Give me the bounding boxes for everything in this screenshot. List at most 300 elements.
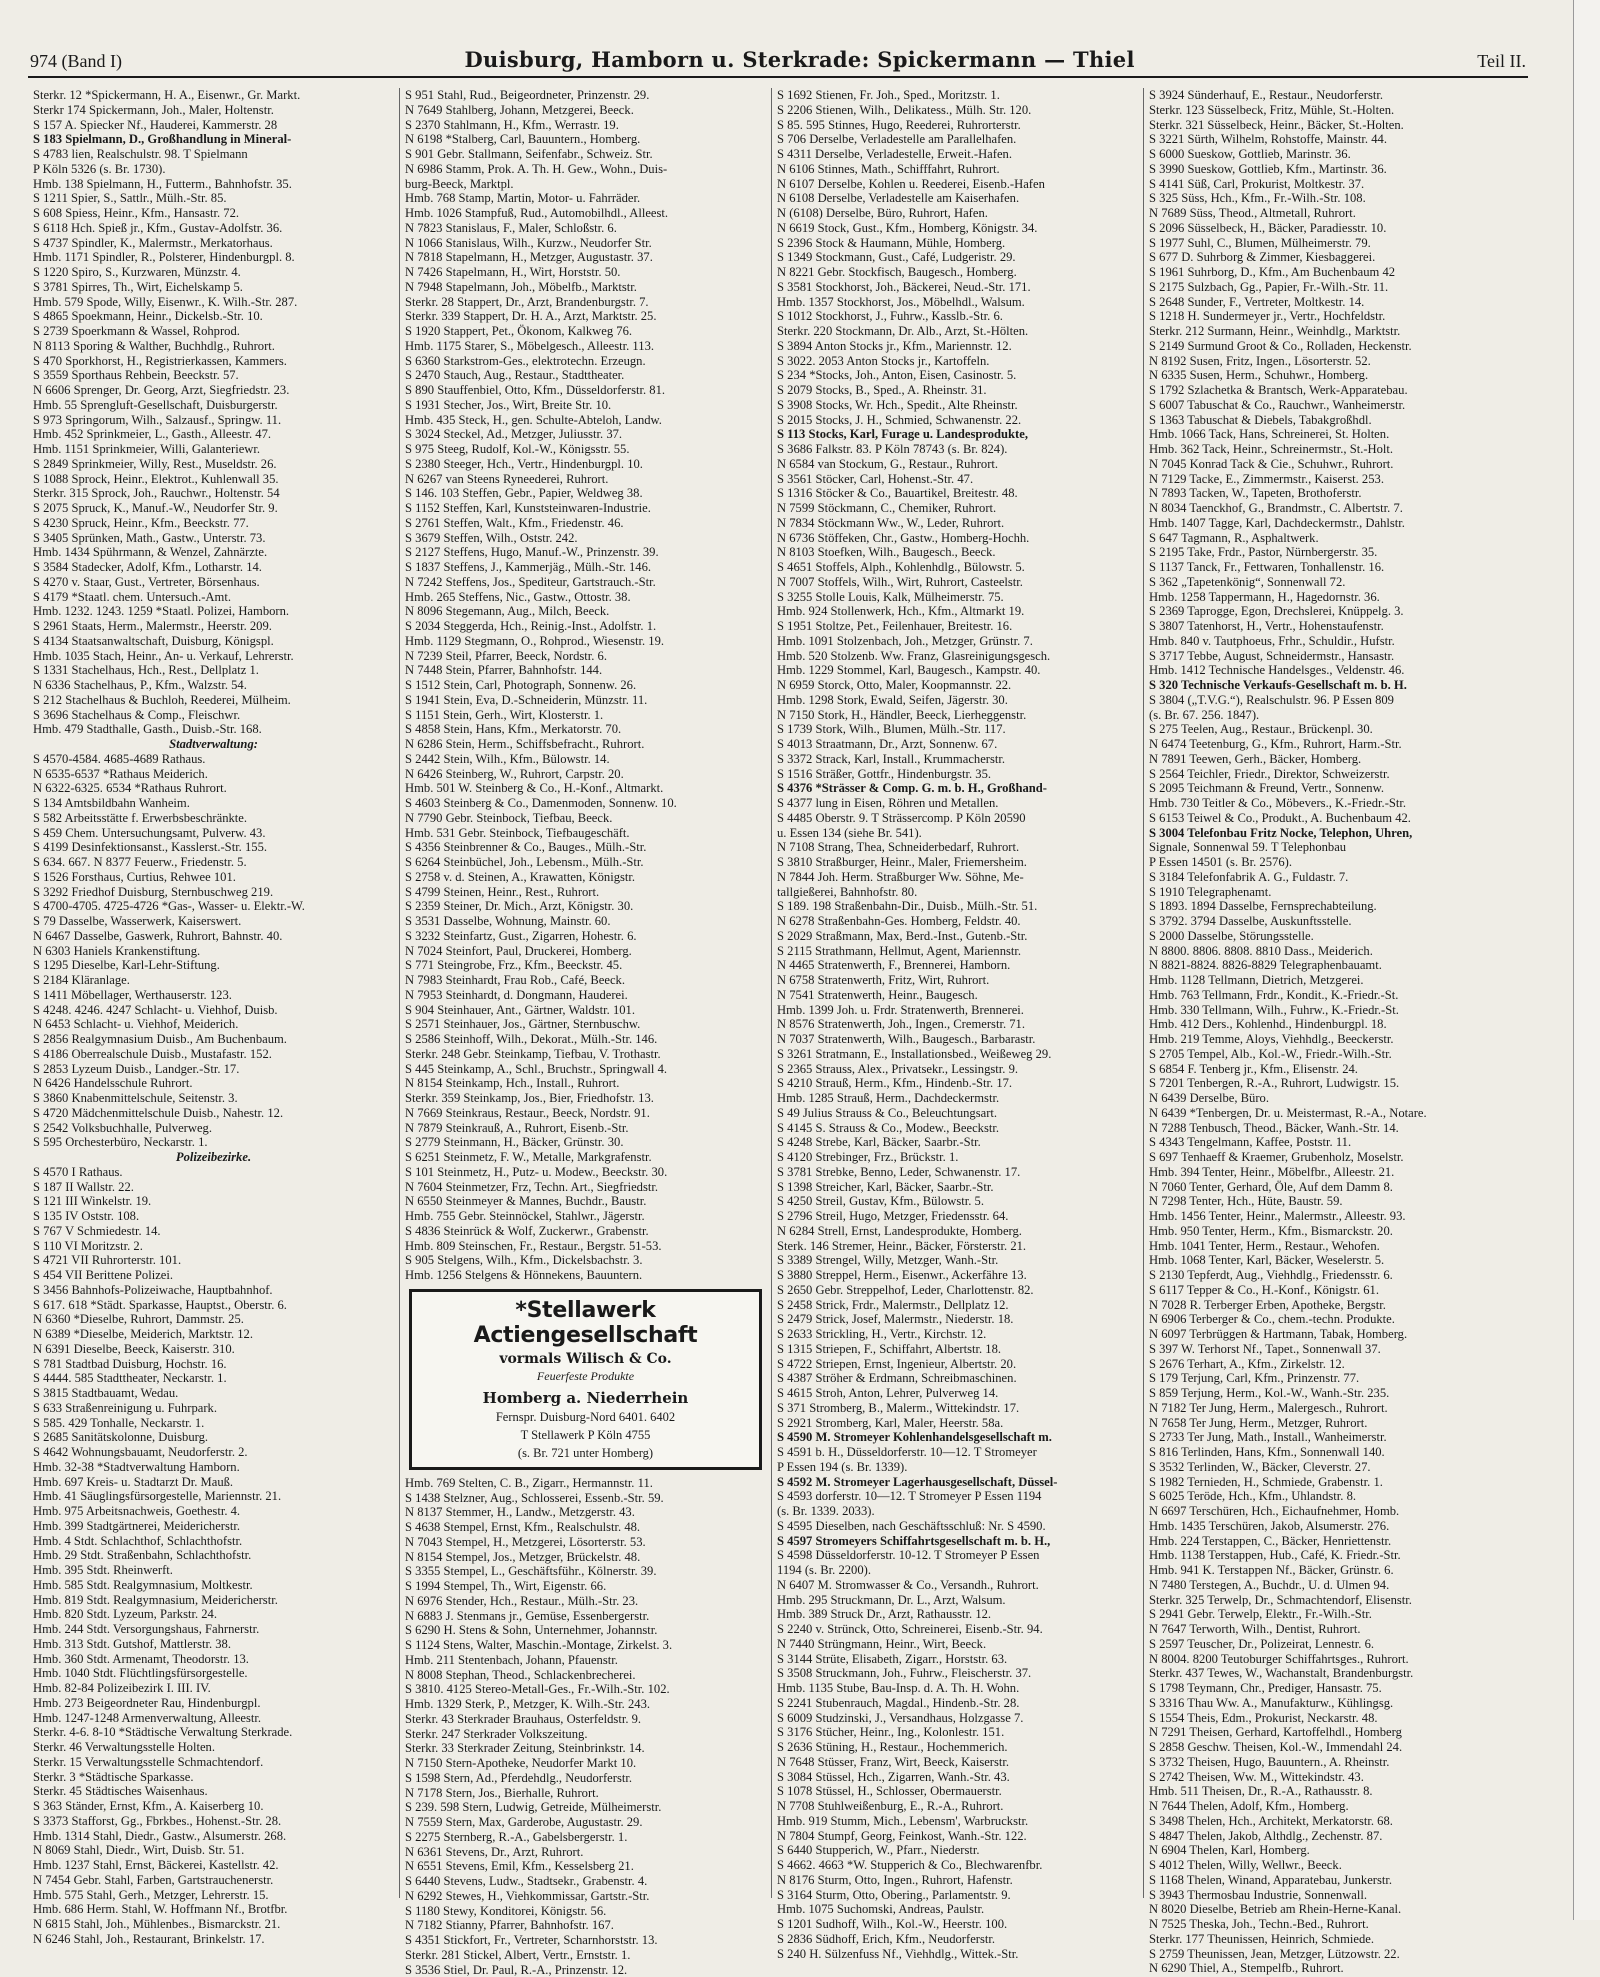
directory-entry: S 371 Stromberg, B., Malerm., Wittekindstr. 17. <box>777 1401 1138 1416</box>
directory-entry: S 4858 Stein, Hans, Kfm., Merkatorstr. 70. <box>405 722 766 737</box>
directory-entry: Hmb. 840 v. Tautphoeus, Frhr., Schuldir., Hufstr. <box>1149 634 1511 649</box>
directory-entry: S 2836 Südhoff, Erich, Kfm., Neudorferstr. <box>777 1932 1138 1947</box>
directory-entry: N 6959 Storck, Otto, Maler, Koopmannstr. 22. <box>777 678 1138 693</box>
directory-entry: S 2369 Taprogge, Egon, Drechslerei, Knüppelg. 3. <box>1149 604 1511 619</box>
directory-entry: Hmb. 479 Stadthalle, Gasth., Duisb.-Str. 168. <box>33 722 394 737</box>
directory-entry: Hmb. 32-38 *Stadtverwaltung Hamborn. <box>33 1460 394 1475</box>
directory-entry: S 2586 Steinhoff, Wilh., Dekorat., Mülh.-Str. 146. <box>405 1032 766 1047</box>
directory-entry: S 4270 v. Staar, Gust., Vertreter, Börsenhaus. <box>33 575 394 590</box>
ad-line: Fernspr. Duisburg-Nord 6401. 6402 <box>420 1410 751 1425</box>
directory-entry: Sterkr. 177 Theunissen, Heinrich, Schmiede. <box>1149 1932 1511 1947</box>
directory-entry: Hmb. 1068 Tenter, Karl, Bäcker, Weselerstr. 5. <box>1149 1253 1511 1268</box>
directory-entry: S 2442 Stein, Wilh., Kfm., Bülowstr. 14. <box>405 752 766 767</box>
directory-entry: S 4721 VII Ruhrorterstr. 101. <box>33 1253 394 1268</box>
directory-entry: S 1598 Stern, Ad., Pferdehdlg., Neudorferstr. <box>405 1771 766 1786</box>
directory-entry: S 4570 I Rathaus. <box>33 1165 394 1180</box>
directory-entry: N 6535-6537 *Rathaus Meiderich. <box>33 767 394 782</box>
directory-entry: S 79 Dasselbe, Wasserwerk, Kaiserswert. <box>33 914 394 929</box>
directory-entry: S 3781 Strebke, Benno, Leder, Schwanenstr. 17. <box>777 1165 1138 1180</box>
directory-entry: N 7647 Terworth, Wilh., Dentist, Ruhrort. <box>1149 1622 1511 1637</box>
directory-entry: N 6426 Steinberg, W., Ruhrort, Carpstr. 20. <box>405 767 766 782</box>
directory-entry: N 7658 Ter Jung, Herm., Metzger, Ruhrort. <box>1149 1416 1511 1431</box>
directory-entry: N 7983 Steinhardt, Frau Rob., Café, Beeck. <box>405 973 766 988</box>
directory-entry: Hmb. 1175 Starer, S., Möbelgesch., Alleestr. 113. <box>405 339 766 354</box>
directory-entry: (s. Br. 1339. 2033). <box>777 1504 1138 1519</box>
directory-entry: N 6904 Thelen, Karl, Homberg. <box>1149 1843 1511 1858</box>
directory-entry: N 6697 Terschüren, Hch., Eichaufnehmer, Homb. <box>1149 1504 1511 1519</box>
directory-entry: N (6108) Derselbe, Büro, Ruhrort, Hafen. <box>777 206 1138 221</box>
directory-entry: N 6284 Strell, Ernst, Landesprodukte, Homberg. <box>777 1224 1138 1239</box>
directory-entry: S 4343 Tengelmann, Kaffee, Poststr. 11. <box>1149 1135 1511 1150</box>
directory-entry: S 1137 Tanck, Fr., Fettwaren, Tonhallenstr. 16. <box>1149 560 1511 575</box>
directory-entry: S 6854 F. Tenberg jr., Kfm., Elisenstr. 24. <box>1149 1062 1511 1077</box>
directory-entry: S 2742 Theisen, Ww. M., Wittekindstr. 43. <box>1149 1770 1511 1785</box>
directory-entry: S 187 II Wallstr. 22. <box>33 1180 394 1195</box>
directory-entry: S 3679 Steffen, Wilh., Oststr. 242. <box>405 531 766 546</box>
directory-entry: N 6335 Susen, Herm., Schuhwr., Homberg. <box>1149 368 1511 383</box>
directory-entry: Hmb. 313 Stdt. Gutshof, Mattlerstr. 38. <box>33 1637 394 1652</box>
directory-entry: N 7648 Stüsser, Franz, Wirt, Beeck, Kaiserstr. <box>777 1755 1138 1770</box>
directory-entry: S 3943 Thermosbau Industrie, Sonnenwall. <box>1149 1888 1511 1903</box>
directory-entry: N 6467 Dasselbe, Gaswerk, Ruhrort, Bahnstr. 40. <box>33 929 394 944</box>
directory-entry: N 7893 Tacken, W., Tapeten, Brothoferstr. <box>1149 486 1511 501</box>
directory-entry: Hmb. 1041 Tenter, Herm., Restaur., Wehofen. <box>1149 1239 1511 1254</box>
directory-entry: S 1349 Stockmann, Gust., Café, Ludgeristr. 29. <box>777 250 1138 265</box>
directory-entry: S 1910 Telegraphenamt. <box>1149 885 1511 900</box>
directory-entry: S 6118 Hch. Spieß jr., Kfm., Gustav-Adolfstr. 36. <box>33 221 394 236</box>
directory-entry: S 3894 Anton Stocks jr., Kfm., Mariennstr. 12. <box>777 339 1138 354</box>
directory-entry: S 1211 Spier, S., Sattlr., Mülh.-Str. 85. <box>33 191 394 206</box>
directory-entry: Signale, Sonnenwal 59. T Telephonbau <box>1149 840 1511 855</box>
directory-entry: N 6815 Stahl, Joh., Mühlenbes., Bismarckstr. 21. <box>33 1917 394 1932</box>
directory-entry: N 6474 Teetenburg, G., Kfm., Ruhrort, Harm.-Str. <box>1149 737 1511 752</box>
directory-entry: S 1994 Stempel, Th., Wirt, Eigenstr. 66. <box>405 1579 766 1594</box>
directory-entry: S 397 W. Terhorst Nf., Tapet., Sonnenwall 37. <box>1149 1342 1511 1357</box>
directory-entry: N 6198 *Stalberg, Carl, Bauuntern., Homberg. <box>405 132 766 147</box>
directory-entry: S 4250 Streil, Gustav, Kfm., Bülowstr. 5. <box>777 1194 1138 1209</box>
directory-entry: Hmb. 1128 Tellmann, Dietrich, Metzgerei. <box>1149 973 1511 988</box>
directory-entry: N 6606 Sprenger, Dr. Georg, Arzt, Siegfriedstr. 23. <box>33 383 394 398</box>
directory-entry: S 320 Technische Verkaufs-Gesellschaft m. b. H. <box>1149 678 1511 693</box>
directory-entry: S 3732 Theisen, Hugo, Bauuntern., A. Rheinstr. <box>1149 1755 1511 1770</box>
directory-entry: S 4570-4584. 4685-4689 Rathaus. <box>33 752 394 767</box>
directory-entry: S 697 Tenhaeff & Kraemer, Grubenholz, Moselstr. <box>1149 1150 1511 1165</box>
directory-entry: S 2759 Theunissen, Jean, Metzger, Lützowstr. 22. <box>1149 1947 1511 1962</box>
directory-entry: S 585. 429 Tonhalle, Neckarstr. 1. <box>33 1416 394 1431</box>
directory-entry: Hmb. 360 Stdt. Armenamt, Theodorstr. 13. <box>33 1652 394 1667</box>
directory-entry: S 2029 Straßmann, Max, Berd.-Inst., Gutenb.-Str. <box>777 929 1138 944</box>
directory-entry: S 1398 Streicher, Karl, Bäcker, Saarbr.-Str. <box>777 1180 1138 1195</box>
directory-entry: S 3292 Friedhof Duisburg, Sternbuschweg 219. <box>33 885 394 900</box>
directory-entry: S 1012 Stockhorst, J., Fuhrw., Kasslb.-Str. 6. <box>777 309 1138 324</box>
directory-entry: S 2195 Take, Frdr., Pastor, Nürnbergerstr. 35. <box>1149 545 1511 560</box>
directory-entry: S 647 Tagmann, R., Asphaltwerk. <box>1149 531 1511 546</box>
directory-entry: S 3164 Sturm, Otto, Obering., Parlamentstr. 9. <box>777 1888 1138 1903</box>
directory-entry: S 3389 Strengel, Willy, Metzger, Wanh.-Str. <box>777 1253 1138 1268</box>
directory-entry: Sterkr. 46 Verwaltungsstelle Holten. <box>33 1740 394 1755</box>
directory-entry: N 8103 Stoefken, Wilh., Baugesch., Beeck. <box>777 545 1138 560</box>
directory-entry: Sterkr. 4-6. 8-10 *Städtische Verwaltung Sterkrade. <box>33 1725 394 1740</box>
directory-entry: S 4013 Straatmann, Dr., Arzt, Sonnenw. 67. <box>777 737 1138 752</box>
directory-entry: S 595 Orchesterbüro, Neckarstr. 1. <box>33 1135 394 1150</box>
directory-entry: S 2733 Ter Jung, Math., Install., Wanheimerstr. <box>1149 1430 1511 1445</box>
directory-entry: N 7454 Gebr. Stahl, Farben, Gartstrauchenerstr. <box>33 1873 394 1888</box>
directory-entry: N 7182 Ter Jung, Herm., Malergesch., Ruhrort. <box>1149 1401 1511 1416</box>
directory-entry: Hmb. 1026 Stampfuß, Rud., Automobilhdl., Alleest. <box>405 206 766 221</box>
directory-entry: S 3581 Stockhorst, Joh., Bäckerei, Neud.-Str. 171. <box>777 280 1138 295</box>
directory-entry: N 6453 Schlacht- u. Viehhof, Meiderich. <box>33 1017 394 1032</box>
directory-entry: Hmb. 273 Beigeordneter Rau, Hindenburgpl. <box>33 1696 394 1711</box>
directory-entry: Hmb. 219 Temme, Aloys, Viehhdlg., Beeckerstr. <box>1149 1032 1511 1047</box>
directory-entry: S 7201 Tenbergen, R.-A., Ruhrort, Ludwigstr. 15. <box>1149 1076 1511 1091</box>
directory-entry: Hmb. 1399 Joh. u. Frdr. Stratenwerth, Brennerei. <box>777 1003 1138 1018</box>
directory-entry: S 6264 Steinbüchel, Joh., Lebensm., Mülh.-Str. <box>405 855 766 870</box>
section-heading: Stadtverwaltung: <box>33 737 394 752</box>
directory-entry: S 3804 („T.V.G.“), Realschulstr. 96. P Essen 809 <box>1149 693 1511 708</box>
directory-entry: Hmb. 924 Stollenwerk, Hch., Kfm., Altmarkt 19. <box>777 604 1138 619</box>
directory-entry: S 3561 Stöcker, Carl, Hohenst.-Str. 47. <box>777 472 1138 487</box>
directory-entry: S 951 Stahl, Rud., Beigeordneter, Prinzenstr. 29. <box>405 88 766 103</box>
directory-entry: Hmb. 579 Spode, Willy, Eisenwr., K. Wilh.-Str. 287. <box>33 295 394 310</box>
directory-entry: N 8821-8824. 8826-8829 Telegraphenbauamt. <box>1149 958 1511 973</box>
directory-entry: N 6906 Terberger & Co., chem.-techn. Produkte. <box>1149 1312 1511 1327</box>
directory-entry: S 781 Stadtbad Duisburg, Hochstr. 16. <box>33 1357 394 1372</box>
directory-entry: S 3696 Stachelhaus & Comp., Fleischwr. <box>33 708 394 723</box>
directory-entry: S 3924 Sünderhauf, E., Restaur., Neudorferstr. <box>1149 88 1511 103</box>
directory-entry: S 2095 Teichmann & Freund, Vertr., Sonnenw. <box>1149 781 1511 796</box>
directory-entry: S 6290 H. Stens & Sohn, Unternehmer, Johannstr. <box>405 1623 766 1638</box>
directory-entry: S 85. 595 Stinnes, Hugo, Reederei, Ruhrorterstr. <box>777 118 1138 133</box>
directory-entry: S 1168 Thelen, Winand, Apparatebau, Junkerstr. <box>1149 1873 1511 1888</box>
directory-entry: N 6439 Derselbe, Büro. <box>1149 1091 1511 1106</box>
ad-title: *Stellawerk Actiengesellschaft <box>420 1298 751 1348</box>
directory-entry: Sterkr 174 Spickermann, Joh., Maler, Holtenstr. <box>33 103 394 118</box>
directory-entry: S 1554 Theis, Edm., Prokurist, Neckarstr. 48. <box>1149 1711 1511 1726</box>
directory-entry: S 4387 Ströher & Erdmann, Schreibmaschinen. <box>777 1371 1138 1386</box>
directory-entry: N 7834 Stöckmann Ww., W., Leder, Ruhrort. <box>777 516 1138 531</box>
directory-entry: S 3022. 2053 Anton Stocks jr., Kartoffeln. <box>777 354 1138 369</box>
directory-entry: S 2921 Stromberg, Karl, Maler, Heerstr. 58a. <box>777 1416 1138 1431</box>
directory-entry: N 6107 Derselbe, Kohlen u. Reederei, Eisenb.-Hafen <box>777 177 1138 192</box>
directory-entry: Hmb. 769 Stelten, C. B., Zigarr., Hermannstr. 11. <box>405 1476 766 1491</box>
directory-entry: S 3498 Thelen, Hch., Architekt, Merkatorstr. 68. <box>1149 1814 1511 1829</box>
directory-entry: Hmb. 394 Tenter, Heinr., Möbelfbr., Alleestr. 21. <box>1149 1165 1511 1180</box>
directory-entry: S 4598 Düsseldorferstr. 10-12. T Stromeyer P Essen <box>777 1548 1138 1563</box>
directory-entry: S 4444. 585 Stadttheater, Neckarstr. 1. <box>33 1371 394 1386</box>
directory-entry: Hmb. 1456 Tenter, Heinr., Malermstr., Alleestr. 93. <box>1149 1209 1511 1224</box>
directory-entry: S 1739 Stork, Wilh., Blumen, Mülh.-Str. 117. <box>777 722 1138 737</box>
directory-entry: Hmb. 941 K. Terstappen Nf., Bäcker, Grünstr. 6. <box>1149 1563 1511 1578</box>
directory-entry: S 3815 Stadtbauamt, Wedau. <box>33 1386 394 1401</box>
directory-column <box>1144 88 1516 1898</box>
directory-entry: Hmb. 585 Stdt. Realgymnasium, Moltkestr. <box>33 1578 394 1593</box>
directory-entry: S 2079 Stocks, B., Sped., A. Rheinstr. 31. <box>777 383 1138 398</box>
directory-entry: S 3860 Knabenmittelschule, Seitenstr. 3. <box>33 1091 394 1106</box>
directory-entry: S 4248. 4246. 4247 Schlacht- u. Viehhof, Duisb. <box>33 1003 394 1018</box>
directory-entry: N 6336 Stachelhaus, P., Kfm., Walzstr. 54. <box>33 678 394 693</box>
directory-entry: S 2796 Streil, Hugo, Metzger, Friedensstr. 64. <box>777 1209 1138 1224</box>
directory-entry: S 179 Terjung, Carl, Kfm., Prinzenstr. 77. <box>1149 1371 1511 1386</box>
directory-entry: Hmb. 224 Terstappen, C., Bäcker, Henriettenstr. <box>1149 1534 1511 1549</box>
directory-entry: S 4179 *Staatl. chem. Untersuch.-Amt. <box>33 590 394 605</box>
directory-entry: N 7804 Stumpf, Georg, Feinkost, Wanh.-Str. 122. <box>777 1829 1138 1844</box>
directory-entry: Hmb. 1258 Tappermann, H., Hagedornstr. 36. <box>1149 590 1511 605</box>
directory-entry: Sterkr. 33 Sterkrader Zeitung, Steinbrinkstr. 14. <box>405 1741 766 1756</box>
directory-entry: S 973 Springorum, Wilh., Salzausf., Springw. 11. <box>33 413 394 428</box>
ad-line: T Stellawerk P Köln 4755 <box>420 1428 751 1443</box>
directory-entry: Hmb. 82-84 Polizeibezirk I. III. IV. <box>33 1681 394 1696</box>
directory-entry: S 101 Steinmetz, H., Putz- u. Modew., Beeckstr. 30. <box>405 1165 766 1180</box>
directory-entry: S 1088 Sprock, Heinr., Elektrot., Kuhlenwall 35. <box>33 472 394 487</box>
directory-entry: S 1315 Striepen, F., Schiffahrt, Albertstr. 18. <box>777 1342 1138 1357</box>
directory-entry: N 8576 Stratenwerth, Joh., Ingen., Cremerstr. 71. <box>777 1017 1138 1032</box>
directory-entry: S 2685 Sanitätskolonne, Duisburg. <box>33 1430 394 1445</box>
directory-entry: N 8020 Dieselbe, Betrieb am Rhein-Herne-Kanal. <box>1149 1902 1511 1917</box>
directory-entry: N 6361 Stevens, Dr., Arzt, Ruhrort. <box>405 1845 766 1860</box>
directory-entry: N 7448 Stein, Pfarrer, Bahnhofstr. 144. <box>405 663 766 678</box>
directory-entry: N 7060 Tenter, Gerhard, Öle, Auf dem Damm 8. <box>1149 1180 1511 1195</box>
directory-entry: N 7689 Süss, Theod., Altmetall, Ruhrort. <box>1149 206 1511 221</box>
directory-entry: S 2597 Teuscher, Dr., Polizeirat, Lennestr. 6. <box>1149 1637 1511 1652</box>
directory-entry: N 7948 Stapelmann, Joh., Möbelfb., Marktstr. <box>405 280 766 295</box>
directory-entry: S 3908 Stocks, Wr. Hch., Spedit., Alte Rheinstr. <box>777 398 1138 413</box>
directory-entry: Hmb. 575 Stahl, Gerh., Metzger, Lehrerstr. 15. <box>33 1888 394 1903</box>
section-heading: Polizeibezirke. <box>33 1150 394 1165</box>
directory-entry: N 4465 Stratenwerth, F., Brennerei, Hamborn. <box>777 958 1138 973</box>
directory-entry: S 6153 Teiwel & Co., Produkt., A. Buchenbaum 42. <box>1149 811 1511 826</box>
directory-entry: S 3184 Telefonfabrik A. G., Fuldastr. 7. <box>1149 870 1511 885</box>
directory-entry: S 3559 Sporthaus Rehbein, Beeckstr. 57. <box>33 368 394 383</box>
directory-entry: N 6106 Stinnes, Math., Schifffahrt, Ruhrort. <box>777 162 1138 177</box>
directory-entry: Hmb. 1091 Stolzenbach, Joh., Metzger, Grünstr. 7. <box>777 634 1138 649</box>
directory-entry: Sterkr. 12 *Spickermann, H. A., Eisenwr., Gr. Markt. <box>33 88 394 103</box>
directory-entry: S 6360 Starkstrom-Ges., elektrotechn. Erzeugn. <box>405 354 766 369</box>
directory-entry: Hmb. 435 Steck, H., gen. Schulte-Abteloh, Landw. <box>405 413 766 428</box>
directory-entry: S 183 Spielmann, D., Großhandlung in Mineral- <box>33 132 394 147</box>
directory-entry: P Essen 14501 (s. Br. 2576). <box>1149 855 1511 870</box>
directory-entry: Sterkr. 359 Steinkamp, Jos., Bier, Friedhofstr. 13. <box>405 1091 766 1106</box>
directory-entry: N 8800. 8806. 8808. 8810 Dass., Meiderich. <box>1149 944 1511 959</box>
directory-entry: S 2542 Volksbuchhalle, Pulverweg. <box>33 1121 394 1136</box>
directory-entry: Hmb. 697 Kreis- u. Stadtarzt Dr. Mauß. <box>33 1475 394 1490</box>
directory-column <box>772 88 1144 1898</box>
directory-entry: S 3261 Stratmann, E., Installationsbed., Weißeweg 29. <box>777 1047 1138 1062</box>
directory-entry: N 7599 Stöckmann, C., Chemiker, Ruhrort. <box>777 501 1138 516</box>
directory-entry: S 4590 M. Stromeyer Kohlenhandelsgesellschaft m. <box>777 1430 1138 1445</box>
directory-entry: S 1798 Teymann, Chr., Prediger, Hansastr. 75. <box>1149 1681 1511 1696</box>
directory-entry: Hmb. 730 Teitler & Co., Möbevers., K.-Friedr.-Str. <box>1149 796 1511 811</box>
directory-entry: S 2856 Realgymnasium Duisb., Am Buchenbaum. <box>33 1032 394 1047</box>
directory-column <box>400 88 772 1898</box>
directory-entry: Hmb. 1138 Terstappen, Hub., Café, K. Friedr.-Str. <box>1149 1548 1511 1563</box>
directory-entry: S 2650 Gebr. Streppelhof, Leder, Charlottenstr. 82. <box>777 1283 1138 1298</box>
directory-entry: Sterkr. 123 Süsselbeck, Fritz, Mühle, St.-Holten. <box>1149 103 1511 118</box>
directory-entry: S 2034 Steggerda, Hch., Reinig.-Inst., Adolfstr. 1. <box>405 619 766 634</box>
directory-entry: S 2241 Stubenrauch, Magdal., Hindenb.-Str. 28. <box>777 1696 1138 1711</box>
directory-entry: N 7426 Stapelmann, H., Wirt, Horststr. 50. <box>405 265 766 280</box>
directory-entry: Sterkr. 315 Sprock, Joh., Rauchwr., Holtenstr. 54 <box>33 486 394 501</box>
directory-entry: N 6278 Straßenbahn-Ges. Homberg, Feldstr. 40. <box>777 914 1138 929</box>
directory-entry: S 1411 Möbellager, Werthauserstr. 123. <box>33 988 394 1003</box>
directory-entry: N 1066 Stanislaus, Wilh., Kurzw., Neudorfer Str. <box>405 236 766 251</box>
directory-entry: S 1152 Steffen, Karl, Kunststeinwaren-Industrie. <box>405 501 766 516</box>
directory-entry: S 4642 Wohnungsbauamt, Neudorferstr. 2. <box>33 1445 394 1460</box>
directory-entry: Sterkr. 281 Stickel, Albert, Vertr., Ernststr. 1. <box>405 1948 766 1963</box>
directory-entry: S 3584 Stadecker, Adolf, Kfm., Lotharstr. 14. <box>33 560 394 575</box>
directory-entry: S 3024 Steckel, Ad., Metzger, Juliusstr. 37. <box>405 427 766 442</box>
directory-entry: N 8069 Stahl, Diedr., Wirt, Duisb. Str. 51. <box>33 1843 394 1858</box>
directory-entry: S 3456 Bahnhofs-Polizeiwache, Hauptbahnhof. <box>33 1283 394 1298</box>
directory-entry: S 470 Sporkhorst, H., Registrierkassen, Kammers. <box>33 354 394 369</box>
directory-entry: S 6007 Tabuschat & Co., Rauchwr., Wanheimerstr. <box>1149 398 1511 413</box>
directory-entry: N 7150 Stern-Apotheke, Neudorfer Markt 10. <box>405 1756 766 1771</box>
directory-entry: Hmb. 768 Stamp, Martin, Motor- u. Fahrräder. <box>405 191 766 206</box>
directory-entry: N 6426 Handelsschule Ruhrort. <box>33 1076 394 1091</box>
directory-entry: N 7178 Stern, Jos., Bierhalle, Ruhrort. <box>405 1786 766 1801</box>
directory-entry: S 1438 Stelzner, Aug., Schlosserei, Essenb.-Str. 59. <box>405 1491 766 1506</box>
directory-entry: Hmb. 211 Stentenbach, Johann, Pfauenstr. <box>405 1653 766 1668</box>
directory-entry: Hmb. 511 Theisen, Dr., R.-A., Rathausstr. 8. <box>1149 1784 1511 1799</box>
directory-entry: S 3810 Straßburger, Heinr., Maler, Friemersheim. <box>777 855 1138 870</box>
directory-entry: Hmb. 1298 Stork, Ewald, Seifen, Jägerstr. 30. <box>777 693 1138 708</box>
directory-entry: Hmb. 819 Stdt. Realgymnasium, Meidericherstr. <box>33 1593 394 1608</box>
directory-entry: Hmb. 1329 Sterk, P., Metzger, K. Wilh.-Str. 243. <box>405 1697 766 1712</box>
directory-entry: Hmb. 29 Stdt. Straßenbahn, Schlachthofstr. <box>33 1548 394 1563</box>
directory-entry: Hmb. 686 Herm. Stahl, W. Hoffmann Nf., Brotfbr. <box>33 1902 394 1917</box>
directory-entry: N 7891 Teewen, Gerh., Bäcker, Homberg. <box>1149 752 1511 767</box>
directory-entry: S 901 Gebr. Stallmann, Seifenfabr., Schweiz. Str. <box>405 147 766 162</box>
directory-entry: S 3531 Dasselbe, Wohnung, Mainstr. 60. <box>405 914 766 929</box>
directory-entry: N 7239 Steil, Pfarrer, Beeck, Nordstr. 6. <box>405 649 766 664</box>
directory-entry: Hmb. 520 Stolzenb. Ww. Franz, Glasreinigungsgesch. <box>777 649 1138 664</box>
directory-entry: S 4230 Spruck, Heinr., Kfm., Beeckstr. 77. <box>33 516 394 531</box>
directory-entry: S 2115 Strathmann, Hellmut, Agent, Mariennstr. <box>777 944 1138 959</box>
directory-entry: S 2096 Süsselbeck, H., Bäcker, Paradiesstr. 10. <box>1149 221 1511 236</box>
directory-entry: S 1961 Suhrborg, D., Kfm., Am Buchenbaum 42 <box>1149 265 1511 280</box>
directory-entry: S 4592 M. Stromeyer Lagerhausgesellschaft, Düssel- <box>777 1475 1138 1490</box>
directory-entry: S 2779 Steinmann, H., Bäcker, Grünstr. 30. <box>405 1135 766 1150</box>
directory-entry: S 4141 Süß, Carl, Prokurist, Moltkestr. 37. <box>1149 177 1511 192</box>
directory-entry: N 7024 Steinfort, Paul, Druckerei, Homberg. <box>405 944 766 959</box>
directory-entry: Hmb. 1256 Stelgens & Hönnekens, Bauuntern. <box>405 1268 766 1283</box>
directory-entry: S 2571 Steinhauer, Jos., Gärtner, Sternbuschw. <box>405 1017 766 1032</box>
directory-entry: Hmb. 244 Stdt. Versorgungshaus, Fahrnerstr. <box>33 1622 394 1637</box>
directory-entry: S 3532 Terlinden, W., Bäcker, Cleverstr. 27. <box>1149 1460 1511 1475</box>
directory-entry: P Essen 194 (s. Br. 1339). <box>777 1460 1138 1475</box>
directory-entry: S 4737 Spindler, K., Malermstr., Merkatorhaus. <box>33 236 394 251</box>
directory-entry: S 240 H. Sülzenfuss Nf., Viehhdlg., Wittek.-Str. <box>777 1947 1138 1962</box>
directory-entry: S 6117 Tepper & Co., H.-Konf., Königstr. 61. <box>1149 1283 1511 1298</box>
directory-entry: S 6440 Stevens, Ludw., Stadtsekr., Grabenstr. 4. <box>405 1874 766 1889</box>
directory-entry: Sterkr. 339 Stappert, Dr. H. A., Arzt, Marktstr. 25. <box>405 309 766 324</box>
directory-entry: S 859 Terjung, Herm., Kol.-W., Wanh.-Str. 235. <box>1149 1386 1511 1401</box>
directory-entry: S 633 Straßenreinigung u. Fuhrpark. <box>33 1401 394 1416</box>
directory-entry: S 1151 Stein, Gerh., Wirt, Klosterstr. 1. <box>405 708 766 723</box>
directory-entry: N 6286 Stein, Herm., Schiffsbefracht., Ruhrort. <box>405 737 766 752</box>
directory-entry: S 1180 Stewy, Konditorei, Königstr. 56. <box>405 1904 766 1919</box>
directory-entry: Sterkr. 15 Verwaltungsstelle Schmachtendorf. <box>33 1755 394 1770</box>
directory-entry: S 4847 Thelen, Jakob, Althdlg., Zechenstr. 87. <box>1149 1829 1511 1844</box>
directory-entry: S 2470 Stauch, Aug., Restaur., Stadttheater. <box>405 368 766 383</box>
directory-entry: N 7182 Stianny, Pfarrer, Bahnhofstr. 167. <box>405 1918 766 1933</box>
directory-entry: N 7440 Strüngmann, Heinr., Wirt, Beeck. <box>777 1637 1138 1652</box>
directory-entry: S 2853 Lyzeum Duisb., Landger.-Str. 17. <box>33 1062 394 1077</box>
directory-entry: N 7525 Theska, Joh., Techn.-Bed., Ruhrort. <box>1149 1917 1511 1932</box>
directory-entry: Hmb. 1066 Tack, Hans, Schreinerei, St. Holten. <box>1149 427 1511 442</box>
directory-entry: N 6267 van Steens Ryneederei, Ruhrort. <box>405 472 766 487</box>
directory-entry: S 6009 Studzinski, J., Versandhaus, Holzgasse 7. <box>777 1711 1138 1726</box>
directory-entry: S 3990 Sueskow, Gottlieb, Kfm., Martinstr. 36. <box>1149 162 1511 177</box>
directory-entry: Hmb. 1407 Tagge, Karl, Dachdeckermstr., Dahlstr. <box>1149 516 1511 531</box>
directory-entry: Hmb. 138 Spielmann, H., Futterm., Bahnhofstr. 35. <box>33 177 394 192</box>
directory-entry: Sterkr. 28 Stappert, Dr., Arzt, Brandenburgstr. 7. <box>405 295 766 310</box>
directory-entry: N 7108 Strang, Thea, Schneiderbedarf, Ruhrort. <box>777 840 1138 855</box>
directory-entry: S 4120 Strebinger, Frz., Brückstr. 1. <box>777 1150 1138 1165</box>
directory-entry: S 4651 Stoffels, Alph., Kohlenhdlg., Bülowstr. 5. <box>777 560 1138 575</box>
directory-entry: S 2458 Strick, Frdr., Malermstr., Dellplatz 12. <box>777 1298 1138 1313</box>
directory-entry: N 7129 Tacke, E., Zimmermstr., Kaiserst. 253. <box>1149 472 1511 487</box>
directory-entry: Hmb. 1232. 1243. 1259 *Staatl. Polizei, Hamborn. <box>33 604 394 619</box>
directory-entry: Hmb. 975 Arbeitsnachweis, Goethestr. 4. <box>33 1504 394 1519</box>
directory-entry: S 1201 Sudhoff, Wilh., Kol.-W., Heerstr. 100. <box>777 1917 1138 1932</box>
directory-entry: S 3807 Tatenhorst, H., Vertr., Hohenstaufenstr. <box>1149 619 1511 634</box>
directory-entry: S 975 Steeg, Rudolf, Kol.-W., Königsstr. 55. <box>405 442 766 457</box>
directory-entry: S 1931 Stecher, Jos., Wirt, Breite Str. 10. <box>405 398 766 413</box>
directory-entry: S 113 Stocks, Karl, Furage u. Landesprodukte, <box>777 427 1138 442</box>
directory-entry: S 890 Stauffenbiel, Otto, Kfm., Düsseldorferstr. 81. <box>405 383 766 398</box>
directory-entry: S 905 Stelgens, Wilh., Kfm., Dickelsbachstr. 3. <box>405 1253 766 1268</box>
page-number: 974 (Band I) <box>30 51 122 72</box>
directory-entry: N 7242 Steffens, Jos., Spediteur, Gartstrauch.-Str. <box>405 575 766 590</box>
directory-entry: S 2184 Kläranlage. <box>33 973 394 988</box>
directory-entry: Hmb. 820 Stdt. Lyzeum, Parkstr. 24. <box>33 1607 394 1622</box>
part-label: Teil II. <box>1477 51 1526 72</box>
directory-entry: N 7953 Steinhardt, d. Dongmann, Hauderei. <box>405 988 766 1003</box>
directory-entry: S 4722 Striepen, Ernst, Ingenieur, Albertstr. 20. <box>777 1357 1138 1372</box>
directory-entry: S 617. 618 *Städt. Sparkasse, Hauptst., Oberstr. 6. <box>33 1298 394 1313</box>
directory-entry: S 6000 Sueskow, Gottlieb, Marinstr. 36. <box>1149 147 1511 162</box>
directory-entry: S 1692 Stienen, Fr. Joh., Sped., Moritzstr. 1. <box>777 88 1138 103</box>
directory-entry: N 8113 Sporing & Walther, Buchhdlg., Ruhrort. <box>33 339 394 354</box>
directory-entry: N 7480 Terstegen, A., Buchdr., U. d. Ulmen 94. <box>1149 1578 1511 1593</box>
directory-entry: S 1893. 1894 Dasselbe, Fernsprechabteilung. <box>1149 899 1511 914</box>
directory-entry: Sterkr. 437 Tewes, W., Wachanstalt, Brandenburgstr. <box>1149 1666 1511 1681</box>
directory-entry: Hmb. 1040 Stdt. Flüchtlingsfürsorgestelle. <box>33 1666 394 1681</box>
directory-entry: Hmb. 531 Gebr. Steinbock, Tiefbaugeschäft. <box>405 826 766 841</box>
directory-entry: S 1837 Steffens, J., Kammerjäg., Mülh.-Str. 146. <box>405 560 766 575</box>
directory-entry: S 3176 Stücher, Heinr., Ing., Kolonlestr. 151. <box>777 1725 1138 1740</box>
directory-entry: S 3717 Tebbe, August, Schneidermstr., Hansastr. <box>1149 649 1511 664</box>
directory-entry: S 4351 Stickfort, Fr., Vertreter, Scharnhorststr. 13. <box>405 1933 766 1948</box>
directory-entry: S 1526 Forsthaus, Curtius, Rehwee 101. <box>33 870 394 885</box>
directory-entry: Sterk. 146 Stremer, Heinr., Bäcker, Försterstr. 21. <box>777 1239 1138 1254</box>
ad-line: (s. Br. 721 unter Homberg) <box>420 1446 751 1461</box>
directory-entry: S 4700-4705. 4725-4726 *Gas-, Wasser- u. Elektr.-W. <box>33 899 394 914</box>
directory-entry: S 4012 Thelen, Willy, Wellwr., Beeck. <box>1149 1858 1511 1873</box>
directory-entry: S 4865 Spoekmann, Heinr., Dickelsb.-Str. 10. <box>33 309 394 324</box>
directory-entry: N 6551 Stevens, Emil, Kfm., Kesselsberg 21. <box>405 1859 766 1874</box>
directory-entry: S 4615 Stroh, Anton, Lehrer, Pulverweg 14. <box>777 1386 1138 1401</box>
directory-page <box>28 44 1528 1904</box>
directory-entry: S 134 Amtsbildbahn Wanheim. <box>33 796 394 811</box>
directory-entry: S 3316 Thau Ww. A., Manufakturw., Kühlingsg. <box>1149 1696 1511 1711</box>
directory-entry: S 459 Chem. Untersuchungsamt, Pulverw. 43. <box>33 826 394 841</box>
directory-entry: N 8096 Stegemann, Aug., Milch, Beeck. <box>405 604 766 619</box>
directory-entry: S 4603 Steinberg & Co., Damenmoden, Sonnenw. 10. <box>405 796 766 811</box>
directory-entry: S 362 „Tapetenkönig“, Sonnenwall 72. <box>1149 575 1511 590</box>
directory-entry: S 2941 Gebr. Terwelp, Elektr., Fr.-Wilh.-Str. <box>1149 1607 1511 1622</box>
directory-entry: N 6976 Stender, Hch., Restaur., Mülh.-Str. 23. <box>405 1594 766 1609</box>
